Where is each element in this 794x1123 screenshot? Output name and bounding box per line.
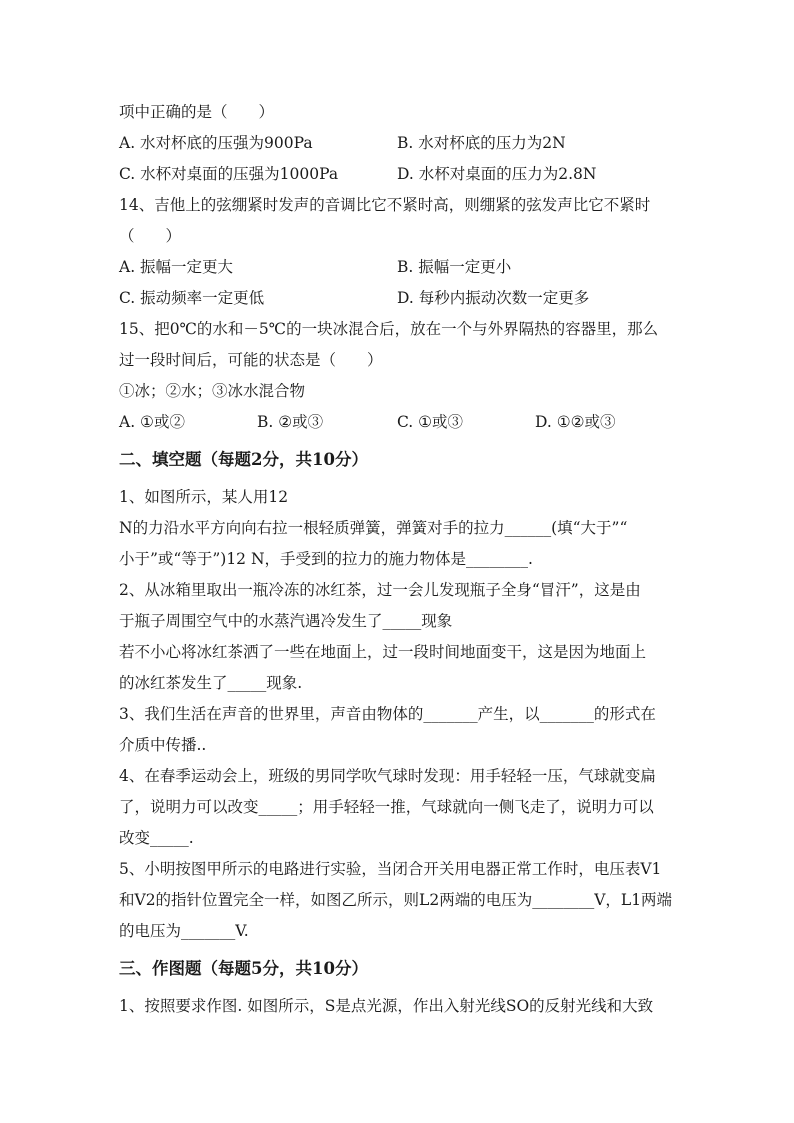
q14-option-a: A. 振幅一定更大 — [119, 258, 234, 276]
s2-q2-line2: 于瓶子周围空气中的水蒸汽遇冷发生了_____现象 — [119, 612, 453, 630]
s2-q1-line3: 小于”或“等于”)12 N，手受到的拉力的施力物体是________. — [119, 550, 533, 568]
s2-q1-line2: N的力沿水平方向向右拉一根轻质弹簧，弹簧对手的拉力______(填“大于”“ — [119, 519, 628, 537]
q13-option-c: C. 水杯对桌面的压强为1000Pa — [119, 165, 339, 183]
q15-option-c: C. ①或③ — [397, 413, 464, 431]
q14-option-c: C. 振动频率一定更低 — [119, 289, 265, 307]
s2-q3-line1: 3、我们生活在声音的世界里，声音由物体的_______产生，以_______的形式在 — [119, 705, 656, 723]
q13-stem-end: 项中正确的是（ ） — [119, 103, 275, 121]
q14-stem-line2: （ ） — [119, 227, 182, 245]
s2-q2-line1: 2、从冰箱里取出一瓶冷冻的冰红茶，过一会儿发现瓶子全身“冒汗”，这是由 — [119, 581, 641, 599]
section-2-heading: 二、填空题（每题2分，共10分） — [119, 450, 368, 469]
s2-q4-line2: 了，说明力可以改变_____；用手轻轻一推，气球就向一侧飞走了，说明力可以 — [119, 798, 654, 816]
q15-stem-line1: 15、把0℃的水和－5℃的一块冰混合后，放在一个与外界隔热的容器里，那么 — [119, 320, 659, 338]
q15-stem-line2: 过一段时间后，可能的状态是（ ） — [119, 351, 383, 369]
section-3-heading: 三、作图题（每题5分，共10分） — [119, 959, 368, 978]
s2-q4-line3: 改变_____. — [119, 829, 194, 847]
s2-q1-line1: 1、如图所示，某人用12 — [119, 488, 289, 506]
q15-option-d: D. ①②或③ — [535, 413, 616, 431]
q13-option-a: A. 水对杯底的压强为900Pa — [119, 134, 313, 152]
s2-q5-line3: 的电压为_______V. — [119, 922, 249, 940]
s2-q4-line1: 4、在春季运动会上，班级的男同学吹气球时发现：用手轻轻一压，气球就变扁 — [119, 767, 656, 785]
s2-q5-line1: 5、小明按图甲所示的电路进行实验，当闭合开关用电器正常工作时，电压表V1 — [119, 860, 662, 878]
s2-q2-line4: 的冰红茶发生了_____现象. — [119, 674, 303, 692]
q13-option-b: B. 水对杯底的压力为2N — [397, 134, 566, 152]
s2-q3-line2: 介质中传播.. — [119, 736, 207, 754]
q13-option-d: D. 水杯对桌面的压力为2.8N — [397, 165, 597, 183]
q15-option-a: A. ①或② — [119, 413, 185, 431]
q14-stem-line1: 14、吉他上的弦绷紧时发声的音调比它不紧时高，则绷紧的弦发声比它不紧时 — [119, 196, 651, 214]
q14-option-b: B. 振幅一定更小 — [397, 258, 512, 276]
s3-q1-line1: 1、按照要求作图. 如图所示，S是点光源，作出入射光线SO的反射光线和大致 — [119, 997, 654, 1015]
q15-option-b: B. ②或③ — [257, 413, 324, 431]
s2-q5-line2: 和V2的指针位置完全一样，如图乙所示，则L2两端的电压为________V，L1两端 — [119, 891, 673, 909]
s2-q2-line3: 若不小心将冰红茶洒了一些在地面上，过一段时间地面变干，这是因为地面上 — [119, 643, 647, 661]
q14-option-d: D. 每秒内振动次数一定更多 — [397, 289, 590, 307]
q15-stem-line3: ①冰；②水；③冰水混合物 — [119, 382, 306, 400]
